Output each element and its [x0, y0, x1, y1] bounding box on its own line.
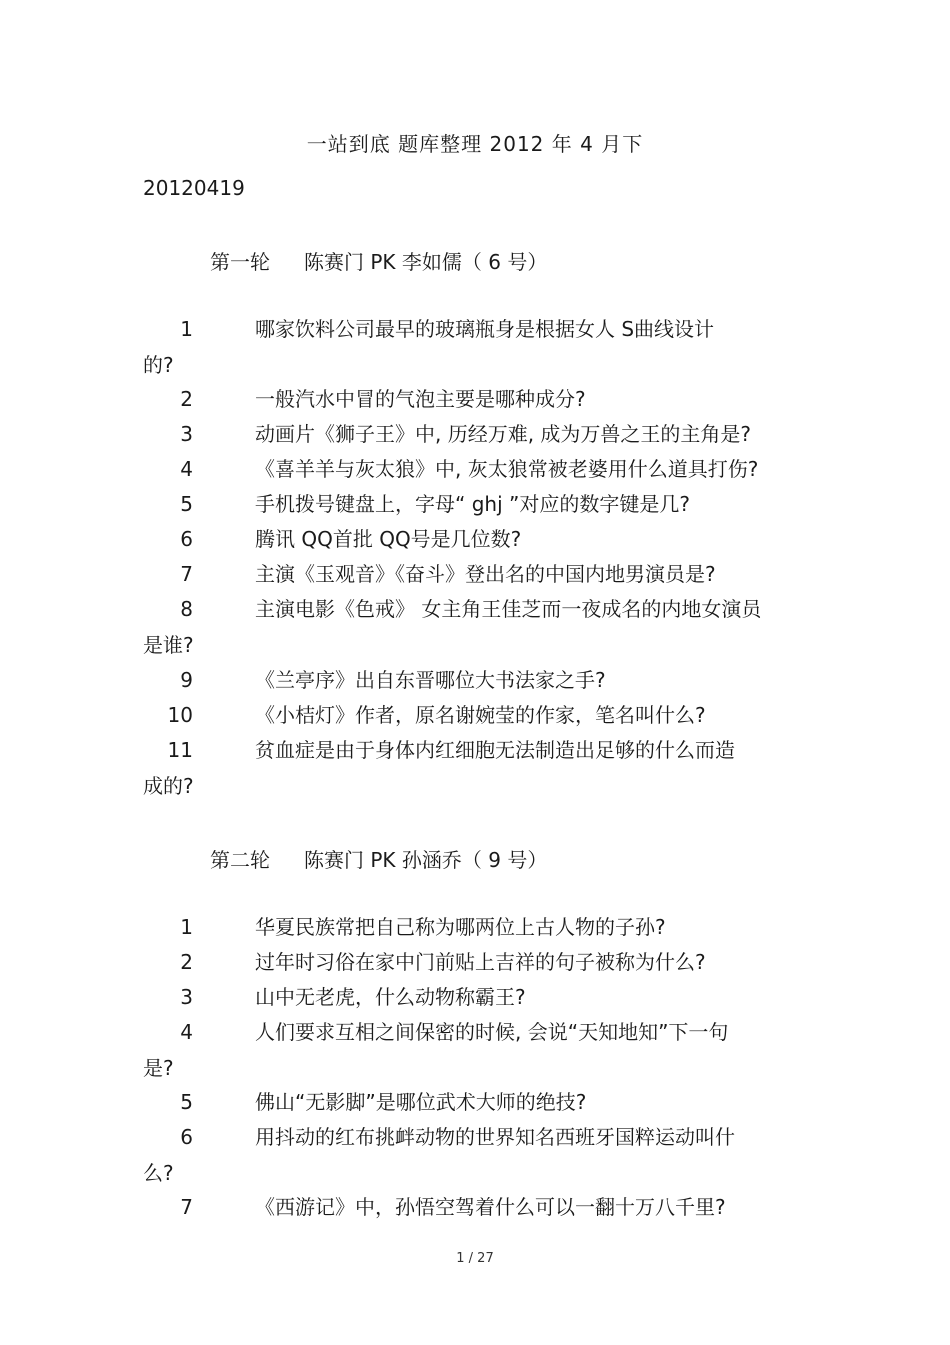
question-item [143, 521, 803, 557]
question-number: 2 [180, 950, 193, 974]
question-number: 4 [180, 457, 193, 481]
question-number: 5 [180, 1090, 193, 1114]
question-number: 8 [180, 597, 193, 621]
question-item [143, 1189, 803, 1225]
question-text: 《喜羊羊与灰太狼》中, 灰太狼常被老婆用什么道具打伤? [255, 457, 759, 481]
page-indicator: 1 / 27 [456, 1251, 494, 1266]
question-item [143, 556, 803, 592]
question-item [143, 1084, 803, 1120]
question-item [143, 979, 803, 1015]
question-text: 佛山“无影脚”是哪位武术大师的绝技? [255, 1090, 587, 1114]
question-text: 哪家饮料公司最早的玻璃瓶身是根据女人 S曲线设计 [255, 317, 715, 341]
question-text: 山中无老虎，什么动物称霸王? [255, 985, 526, 1009]
question-text: 主演电影《色戒》 女主角王佳芝而一夜成名的内地女演员 [255, 597, 762, 621]
question-item [143, 1014, 803, 1086]
question-item [143, 697, 803, 733]
question-text-continued: 是? [143, 1056, 174, 1080]
question-text: 手机拨号键盘上，字母“ ghj ”对应的数字键是几? [255, 492, 690, 516]
document-title: 一站到底 题库整理 2012 年 4 月下 [306, 132, 644, 156]
question-text-continued: 么? [143, 1161, 174, 1185]
question-text: 主演《玉观音》《奋斗》登出名的中国内地男演员是? [255, 562, 716, 586]
question-text: 华夏民族常把自己称为哪两位上古人物的子孙? [255, 915, 666, 939]
question-number: 4 [180, 1020, 193, 1044]
question-text: 《西游记》中，孙悟空驾着什么可以一翻十万八千里? [255, 1195, 726, 1219]
question-number: 1 [180, 317, 193, 341]
question-item [143, 486, 803, 522]
question-text-continued: 成的? [143, 774, 194, 798]
round-heading [210, 246, 547, 275]
question-number: 3 [180, 422, 193, 446]
question-text: 一般汽水中冒的气泡主要是哪种成分? [255, 387, 586, 411]
question-text: 《兰亭序》出自东晋哪位大书法家之手? [255, 668, 606, 692]
question-number: 6 [180, 527, 193, 551]
question-text: 人们要求互相之间保密的时候, 会说“天知地知”下一句 [255, 1020, 729, 1044]
question-item [143, 732, 803, 804]
question-number: 7 [180, 1195, 193, 1219]
question-number: 3 [180, 985, 193, 1009]
round-label: 第二轮 [210, 848, 270, 872]
question-number: 1 [180, 915, 193, 939]
question-number: 2 [180, 387, 193, 411]
question-text: 动画片《狮子王》中, 历经万难, 成为万兽之王的主角是? [255, 422, 752, 446]
round-matchup: 陈赛门 PK 孙涵乔（ 9 号） [304, 848, 548, 872]
question-number: 9 [180, 668, 193, 692]
question-item [143, 1119, 803, 1191]
question-item [143, 416, 803, 452]
question-item [143, 944, 803, 980]
question-item [143, 311, 803, 383]
question-number: 10 [167, 703, 193, 727]
question-number: 7 [180, 562, 193, 586]
question-text: 腾讯 QQ首批 QQ号是几位数? [255, 527, 522, 551]
question-text: 贫血症是由于身体内红细胞无法制造出足够的什么而造 [255, 738, 735, 762]
question-number: 6 [180, 1125, 193, 1149]
question-item [143, 909, 803, 945]
question-item [143, 662, 803, 698]
document-date: 20120419 [143, 176, 245, 200]
question-item [143, 381, 803, 417]
question-number: 11 [167, 738, 193, 762]
round-label: 第一轮 [210, 250, 270, 274]
round-heading [210, 844, 547, 873]
question-text-continued: 是谁? [143, 633, 194, 657]
question-text: 《小桔灯》作者，原名谢婉莹的作家，笔名叫什么? [255, 703, 706, 727]
round-matchup: 陈赛门 PK 李如儒（ 6 号） [304, 250, 548, 274]
question-item [143, 591, 803, 663]
question-item [143, 451, 803, 487]
question-text-continued: 的? [143, 353, 174, 377]
question-text: 用抖动的红布挑衅动物的世界知名西班牙国粹运动叫什 [255, 1125, 735, 1149]
question-text: 过年时习俗在家中门前贴上吉祥的句子被称为什么? [255, 950, 706, 974]
question-number: 5 [180, 492, 193, 516]
